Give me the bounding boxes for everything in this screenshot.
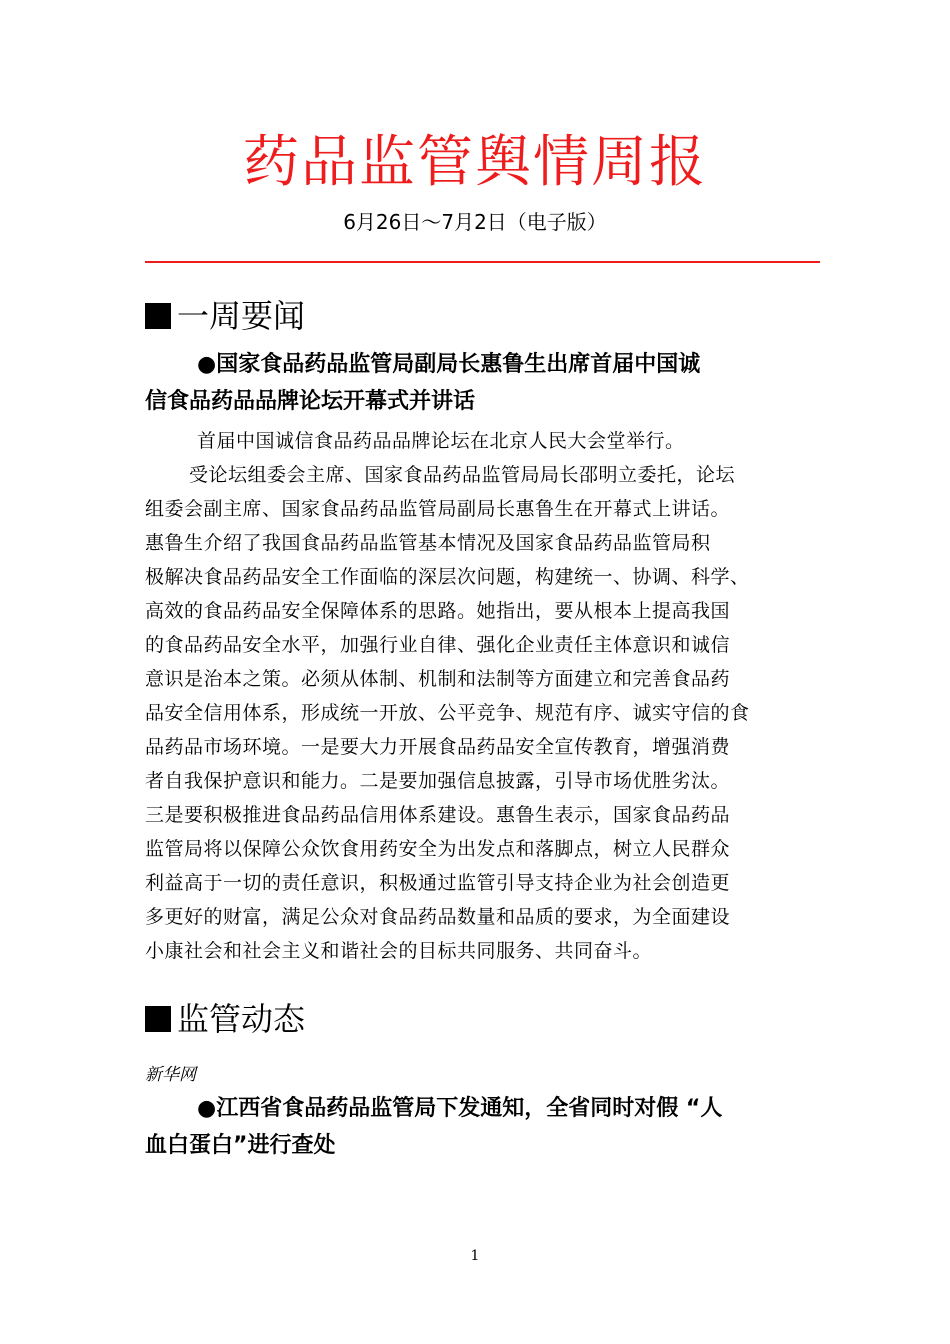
- body-line: 多更好的财富，满足公众对食品药品数量和品质的要求，为全面建设: [145, 906, 731, 928]
- headline-line: ●江西省食品药品监管局下发通知，全省同时对假 “人: [197, 1096, 723, 1121]
- body-line: 意识是治本之策。必须从体制、机制和法制等方面建立和完善食品药: [145, 668, 731, 690]
- news-source: 新华网: [145, 1065, 196, 1085]
- report-date-range: 6月26日～7月2日（电子版）: [343, 210, 607, 234]
- article-headline: [145, 346, 815, 420]
- report-title: 药品监管舆情周报: [243, 130, 707, 195]
- section-heading-weekly-news: [145, 294, 305, 338]
- square-bullet-icon: [145, 1006, 171, 1032]
- body-line: 品安全信用体系，形成统一开放、公平竞争、规范有序、诚实守信的食: [145, 702, 750, 724]
- section-heading-regulatory-news: [145, 997, 305, 1041]
- headline-line: 血白蛋白”进行查处: [145, 1133, 336, 1158]
- body-line: 三是要积极推进食品药品信用体系建设。惠鲁生表示，国家食品药品: [145, 804, 731, 826]
- page-number: 1: [470, 1248, 480, 1264]
- body-line: 受论坛组委会主席、国家食品药品监管局局长邵明立委托，论坛: [189, 464, 736, 486]
- headline-line: ●国家食品药品监管局副局长惠鲁生出席首届中国诚: [197, 352, 701, 377]
- title-divider: [145, 261, 820, 263]
- body-line: 惠鲁生介绍了我国食品药品监管基本情况及国家食品药品监管局积: [145, 532, 711, 554]
- body-line: 监管局将以保障公众饮食用药安全为出发点和落脚点，树立人民群众: [145, 838, 731, 860]
- article-headline: [145, 1090, 815, 1164]
- body-line: 高效的食品药品安全保障体系的思路。她指出，要从根本上提高我国: [145, 600, 731, 622]
- section-heading-text: 监管动态: [177, 1000, 306, 1038]
- body-line: 首届中国诚信食品药品品牌论坛在北京人民大会堂举行。: [197, 430, 685, 452]
- body-line: 组委会副主席、国家食品药品监管局副局长惠鲁生在开幕式上讲话。: [145, 498, 731, 520]
- body-line: 小康社会和社会主义和谐社会的目标共同服务、共同奋斗。: [145, 940, 653, 962]
- body-line: 极解决食品药品安全工作面临的深层次问题，构建统一、协调、科学、: [145, 566, 750, 588]
- headline-line: 信食品药品品牌论坛开幕式并讲话: [145, 389, 476, 414]
- square-bullet-icon: [145, 303, 171, 329]
- body-line: 的食品药品安全水平，加强行业自律、强化企业责任主体意识和诚信: [145, 634, 731, 656]
- body-line: 者自我保护意识和能力。二是要加强信息披露，引导市场优胜劣汰。: [145, 770, 731, 792]
- article-body: [145, 424, 815, 968]
- section-heading-text: 一周要闻: [177, 297, 306, 335]
- body-line: 利益高于一切的责任意识，积极通过监管引导支持企业为社会创造更: [145, 872, 731, 894]
- body-line: 品药品市场环境。一是要大力开展食品药品安全宣传教育，增强消费: [145, 736, 731, 758]
